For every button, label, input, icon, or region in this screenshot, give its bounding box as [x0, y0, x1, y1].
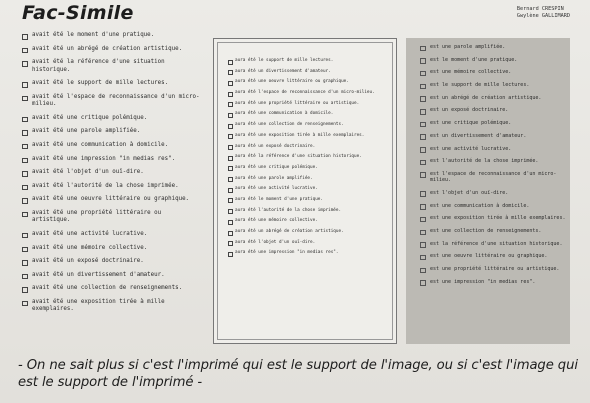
checklist-item-text: aura été l'espace de reconnaissance d'un micro-milieu. — [235, 90, 375, 96]
checkbox-square-icon[interactable] — [22, 301, 28, 307]
checkbox-square-icon[interactable] — [420, 230, 426, 236]
checklist-item-text: est l'autorité de la chose imprimée. — [430, 158, 539, 165]
checkbox-square-icon[interactable] — [420, 217, 426, 223]
checklist-item — [228, 111, 388, 117]
checkbox-square-icon[interactable] — [22, 171, 28, 177]
checkbox-square-icon[interactable] — [22, 274, 28, 280]
checklist-item-text: aura été un divertissement d'amateur. — [235, 68, 331, 74]
checklist-item-text: aura été une impression "in medias res". — [235, 250, 339, 256]
checklist-item — [22, 285, 202, 292]
checklist-item — [420, 69, 568, 75]
checklist-item-text: avait été le moment d'une pratique. — [32, 32, 155, 38]
authors — [517, 6, 570, 20]
checklist-item-text: avait été une critique polémique. — [32, 114, 148, 121]
checklist-item — [22, 245, 202, 252]
checklist-item — [228, 144, 388, 150]
checklist-item-text: aura été l'autorité de la chose imprimée. — [235, 207, 342, 213]
checkbox-square-icon[interactable] — [228, 252, 233, 257]
checklist-item — [22, 258, 202, 265]
checklist-item-text: est un abrégé de création artistique. — [430, 94, 542, 101]
checklist-item-text: aura été une oeuvre littéraire ou graphique. — [235, 79, 349, 85]
checklist-item-text: est une communication à domicile. — [430, 202, 530, 209]
checklist-item-text: est une oeuvre littéraire ou graphique. — [430, 253, 548, 260]
checklist-item — [228, 165, 388, 171]
checklist-item-text: est une exposition tirée à mille exemplaires. — [430, 215, 566, 222]
left-column — [22, 32, 202, 320]
checklist-item — [228, 101, 388, 107]
checklist-item-text: avait été une communication à domicile. — [32, 141, 169, 148]
checkbox-square-icon[interactable] — [420, 280, 426, 286]
checklist-item — [420, 203, 568, 209]
checkbox-square-icon[interactable] — [22, 144, 28, 150]
checklist-item-text: est l'espace de reconnaissance d'un micro-milieu. — [430, 170, 557, 184]
author-name: Gwylène GALLIMARD — [516, 13, 570, 19]
checkbox-square-icon[interactable] — [22, 130, 28, 136]
checklist-item — [420, 44, 568, 50]
checkbox-square-icon[interactable] — [22, 34, 28, 40]
checklist-item-text: aura été une activité lucrative. — [235, 186, 318, 192]
checkbox-square-icon[interactable] — [228, 156, 233, 161]
checklist-item-text: aura été une parole amplifiée. — [235, 175, 313, 181]
checkbox-square-icon[interactable] — [420, 191, 426, 197]
checkbox-square-icon[interactable] — [22, 185, 28, 191]
checklist-item — [228, 90, 388, 96]
checkbox-square-icon[interactable] — [420, 160, 426, 166]
checklist-item — [228, 240, 388, 246]
checklist-item-text: est le support de mille lectures. — [430, 82, 530, 89]
checklist-item — [420, 215, 568, 221]
checklist-item — [420, 146, 568, 152]
checkbox-square-icon[interactable] — [228, 70, 233, 75]
checkbox-square-icon[interactable] — [228, 124, 233, 129]
checkbox-square-icon[interactable] — [228, 209, 233, 214]
checklist-item — [420, 171, 568, 184]
checklist-item — [228, 69, 388, 75]
checklist-item — [22, 156, 202, 163]
checklist-item — [228, 208, 388, 214]
checkbox-square-icon[interactable] — [420, 134, 426, 140]
checklist-item-text: avait été un divertissement d'amateur. — [32, 271, 165, 278]
checklist-item-text: avait été une exposition tirée à mille exemplaires. — [32, 298, 165, 313]
checklist-item-text: avait été l'objet d'un ouï-dire. — [32, 169, 144, 176]
checkbox-square-icon[interactable] — [420, 84, 426, 90]
checklist-item — [420, 133, 568, 139]
checkbox-square-icon[interactable] — [228, 177, 233, 182]
checkbox-square-icon[interactable] — [420, 58, 426, 64]
checklist-item-text: avait été le support de mille lectures. — [32, 80, 169, 87]
checklist-item — [228, 79, 388, 85]
checkbox-square-icon[interactable] — [22, 212, 28, 218]
checkbox-square-icon[interactable] — [22, 82, 28, 88]
checkbox-square-icon[interactable] — [228, 145, 233, 150]
checklist-item-text: aura été l'objet d'un ouï-dire. — [235, 239, 316, 245]
checklist-item — [228, 218, 388, 224]
checklist-item — [228, 133, 388, 139]
checklist-item-text: est une propriété littéraire ou artistique. — [430, 265, 560, 272]
checkbox-square-icon[interactable] — [22, 61, 28, 67]
checklist-item — [22, 299, 202, 314]
checkbox-square-icon[interactable] — [420, 109, 426, 115]
checklist-item — [420, 190, 568, 196]
checklist-item — [420, 82, 568, 88]
checklist-item — [420, 241, 568, 247]
checkbox-square-icon[interactable] — [228, 134, 233, 139]
checkbox-square-icon[interactable] — [228, 220, 233, 225]
checklist-item — [228, 229, 388, 235]
checklist-item-text: est une parole amplifiée. — [430, 44, 506, 50]
checkbox-square-icon[interactable] — [420, 255, 426, 261]
checklist-item — [420, 279, 568, 285]
checklist-item — [228, 58, 388, 64]
checklist-item — [22, 231, 202, 238]
checklist-item-text: avait été la référence d'une situation historique. — [32, 59, 165, 73]
checklist-item — [22, 32, 202, 39]
checkbox-square-icon[interactable] — [420, 96, 426, 102]
checklist-item-text: aura été une mémoire collective. — [235, 218, 318, 224]
checklist-item-text: aura été un exposé doctrinaire. — [235, 143, 316, 149]
checkbox-square-icon[interactable] — [420, 147, 426, 153]
checkbox-square-icon[interactable] — [228, 92, 233, 97]
checklist-item — [420, 228, 568, 234]
checklist-item — [228, 122, 388, 128]
checklist-item — [420, 57, 568, 63]
checklist-item — [420, 107, 568, 113]
poster-title: Fac-Simile — [22, 2, 134, 24]
checklist-item-text: est une activité lucrative. — [430, 145, 512, 152]
checkbox-square-icon[interactable] — [228, 81, 233, 86]
checklist-item-text: avait été l'espace de reconnaissance d'un micro-milieu. — [32, 93, 200, 108]
checklist-item-text: est une critique polémique. — [430, 120, 512, 127]
checklist-item-text: est un divertissement d'amateur. — [430, 132, 527, 139]
checkbox-square-icon[interactable] — [22, 48, 28, 54]
checklist-item-text: aura été une communication à domicile. — [235, 111, 334, 117]
checklist-item-text: avait été une activité lucrative. — [32, 230, 148, 237]
checklist-item-text: avait été une collection de renseignements. — [32, 285, 183, 292]
checkbox-square-icon[interactable] — [22, 287, 28, 293]
author-name: Bernard CRESPIN — [516, 6, 564, 12]
checkbox-square-icon[interactable] — [228, 188, 233, 193]
checkbox-square-icon[interactable] — [420, 71, 426, 77]
checkbox-square-icon[interactable] — [22, 260, 28, 266]
checklist-item — [22, 142, 202, 149]
checklist-item-text: avait été une oeuvre littéraire ou graphique. — [32, 196, 190, 203]
checkbox-square-icon[interactable] — [420, 172, 426, 178]
checkbox-square-icon[interactable] — [22, 233, 28, 239]
checklist-item-text: aura été le support de mille lectures. — [235, 58, 334, 63]
checklist-item-text: aura été une propriété littéraire ou artistique. — [235, 100, 360, 106]
checkbox-square-icon[interactable] — [22, 247, 28, 253]
checklist-item-text: avait été une mémoire collective. — [32, 244, 148, 251]
checklist-item — [228, 197, 388, 203]
checklist-item-text: est la référence d'une situation historique. — [430, 240, 563, 247]
checkbox-square-icon[interactable] — [228, 60, 233, 65]
checklist-item-text: aura été le moment d'une pratique. — [235, 196, 323, 202]
checklist-item — [22, 272, 202, 279]
checklist-item-text: avait été un abrégé de création artistique. — [32, 45, 183, 52]
checklist-item-text: aura été un abrégé de création artistique. — [235, 229, 344, 234]
checklist-item — [228, 186, 388, 192]
checklist-item — [22, 59, 202, 74]
checklist-item — [420, 95, 568, 101]
footer-quote: - On ne sait plus si c'est l'imprimé qui est le support de l'image, ou si c'est l'image qui est le support de l'imprimé - — [18, 358, 578, 390]
checklist-item — [22, 169, 202, 176]
checkbox-square-icon[interactable] — [22, 117, 28, 123]
checklist-item — [228, 176, 388, 182]
checklist-item-text: avait été un exposé doctrinaire. — [32, 258, 144, 265]
checklist-item-text: avait été une parole amplifiée. — [32, 128, 141, 135]
checklist-item — [22, 46, 202, 53]
checklist-item — [420, 253, 568, 259]
checklist-item — [22, 210, 202, 225]
right-column — [420, 44, 568, 291]
checkbox-square-icon[interactable] — [22, 96, 28, 102]
checklist-item — [22, 115, 202, 122]
checklist-item — [228, 154, 388, 160]
checklist-item — [22, 94, 202, 109]
checkbox-square-icon[interactable] — [228, 241, 233, 246]
checklist-item — [228, 250, 388, 256]
checklist-item-text: aura été la référence d'une situation historique. — [235, 154, 362, 160]
checkbox-square-icon[interactable] — [420, 46, 426, 52]
checkbox-square-icon[interactable] — [228, 113, 233, 118]
checklist-item-text: avait été une impression "in medias res". — [32, 155, 176, 162]
checklist-item-text: aura été une collection de renseignements. — [235, 122, 344, 128]
checklist-item-text: est un exposé doctrinaire. — [430, 107, 509, 114]
checklist-item — [22, 128, 202, 135]
checkbox-square-icon[interactable] — [22, 158, 28, 164]
checkbox-square-icon[interactable] — [22, 198, 28, 204]
checklist-item — [22, 80, 202, 87]
checkbox-square-icon[interactable] — [420, 204, 426, 210]
checkbox-square-icon[interactable] — [228, 102, 233, 107]
checkbox-square-icon[interactable] — [228, 198, 233, 203]
checklist-item — [420, 120, 568, 126]
checklist-item — [420, 266, 568, 272]
checklist-item — [22, 196, 202, 203]
middle-column — [228, 58, 388, 261]
checklist-item-text: est l'objet d'un ouï-dire. — [430, 189, 509, 196]
checklist-item-text: est le moment d'une pratique. — [430, 56, 518, 63]
checkbox-square-icon[interactable] — [420, 242, 426, 248]
checklist-item-text: est une impression "in medias res". — [430, 278, 536, 285]
checklist-item — [22, 183, 202, 190]
checkbox-square-icon[interactable] — [420, 268, 426, 274]
checklist-item-text: est une mémoire collective. — [430, 69, 512, 76]
checklist-item-text: aura été une exposition tirée à mille exemplaires. — [235, 132, 365, 138]
checklist-item-text: avait été l'autorité de la chose imprimée. — [32, 182, 179, 189]
checkbox-square-icon[interactable] — [420, 122, 426, 128]
checklist-item-text: est une collection de renseignements. — [430, 227, 542, 234]
checklist-item-text: aura été une critique polémique. — [235, 164, 318, 170]
checklist-item — [420, 158, 568, 164]
checkbox-square-icon[interactable] — [228, 166, 233, 171]
checklist-item-text: avait été une propriété littéraire ou artistique. — [32, 209, 162, 224]
checkbox-square-icon[interactable] — [228, 231, 233, 236]
